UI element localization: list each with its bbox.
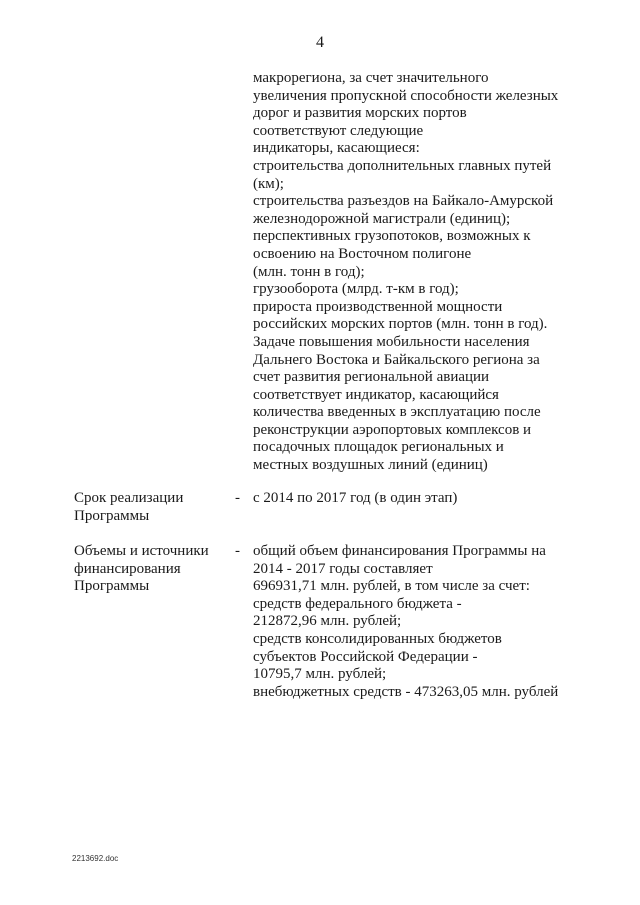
text-line: (млн. тонн в год); (253, 263, 365, 280)
value-line: 212872,96 млн. рублей; (253, 613, 402, 630)
text-line: макрорегиона, за счет значительного (253, 70, 489, 86)
indicators-continuation (253, 70, 573, 475)
value-line: внебюджетных средств - 473263,05 млн. рублей (253, 683, 559, 700)
value-line: общий объем финансирования Программы на (253, 543, 546, 559)
value-line: 10795,7 млн. рублей; (253, 666, 387, 683)
text-line: освоению на Восточном полигоне (253, 245, 472, 262)
page-number: 4 (316, 34, 324, 51)
text-line: строительства дополнительных главных путей (253, 157, 552, 174)
text-line: грузооборота (млрд. т-км в год); (253, 281, 459, 298)
text-line: (км); (253, 175, 284, 192)
text-line: дорог и развития морских портов (253, 105, 467, 122)
label-line: финансирования (74, 560, 181, 577)
label-line: Программы (74, 507, 150, 524)
text-line: соответствуют следующие (253, 122, 424, 139)
value-line: 2014 - 2017 годы составляет (253, 560, 433, 577)
text-line: строительства разъездов на Байкало-Амурской (253, 193, 554, 210)
value-line: средств федерального бюджета - (253, 595, 462, 612)
funding-label (74, 543, 234, 596)
term-label (74, 490, 234, 525)
text-line: соответствует индикатор, касающийся (253, 386, 499, 403)
text-line: Задаче повышения мобильности населения (253, 333, 530, 350)
text-line: счет развития региональной авиации (253, 369, 490, 386)
funding-value (253, 543, 573, 701)
text-line: перспективных грузопотоков, возможных к (253, 228, 531, 245)
funding-dash: - (235, 543, 240, 559)
value-line: субъектов Российской Федерации - (253, 648, 478, 665)
text-line: количества введенных в эксплуатацию после (253, 404, 541, 421)
text-line: российских морских портов (млн. тонн в год). (253, 316, 548, 333)
text-line: посадочных площадок региональных и (253, 439, 504, 456)
text-line: увеличения пропускной способности железных (253, 87, 559, 104)
label-line: Объемы и источники (74, 543, 209, 559)
value-line: средств консолидированных бюджетов (253, 630, 502, 647)
term-value (253, 490, 573, 508)
text-line: местных воздушных линий (единиц) (253, 457, 488, 474)
term-dash: - (235, 490, 240, 506)
text-line: реконструкции аэропортовых комплексов и (253, 421, 532, 438)
value-line: 696931,71 млн. рублей, в том числе за счет: (253, 578, 530, 595)
document-file-name: 2213692.doc (72, 854, 119, 863)
text-line: Дальнего Востока и Байкальского региона за (253, 351, 540, 368)
text-line: железнодорожной магистрали (единиц); (253, 210, 511, 227)
label-line: Программы (74, 578, 150, 595)
text-line: прироста производственной мощности (253, 298, 503, 315)
label-line: Срок реализации (74, 490, 184, 506)
value-line: с 2014 по 2017 год (в один этап) (253, 490, 458, 506)
text-line: индикаторы, касающиеся: (253, 140, 420, 157)
